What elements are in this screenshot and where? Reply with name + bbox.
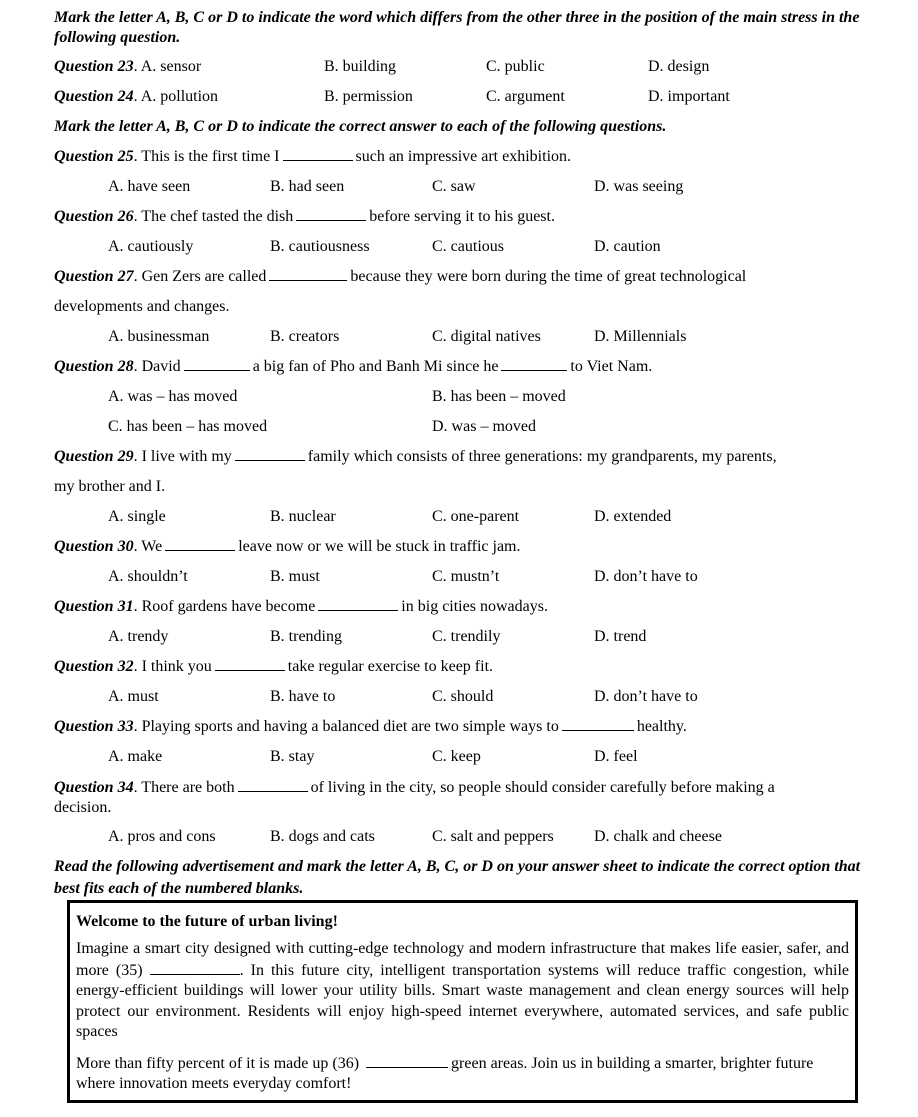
option-a: A. was – has moved	[108, 388, 238, 405]
blank-36	[366, 1053, 448, 1068]
section2-instruction: Mark the letter A, B, C or D to indicate the correct answer to each of the following questions.	[54, 118, 667, 135]
question-24: Question 24. A. pollution B. permission C. argument D. important	[54, 82, 884, 112]
answer-blank	[562, 716, 634, 731]
question-29-continued: my brother and I.	[54, 478, 166, 495]
option-c: C. mustn’t	[432, 568, 500, 585]
options-27	[54, 322, 884, 352]
answer-blank	[296, 206, 366, 221]
option-b: B. must	[270, 568, 320, 585]
question-34: Question 34. There are both of living in the city, so people should consider carefully before making a decision.	[54, 779, 775, 816]
options-33	[54, 742, 884, 772]
answer-blank	[238, 777, 308, 792]
option-d: D. feel	[594, 748, 638, 765]
question-34-continued: decision.	[54, 799, 112, 816]
question-26: Question 26. The chef tasted the dish before serving it to his guest.	[54, 208, 555, 225]
option-c: C. should	[432, 688, 494, 705]
question-number: Question 23	[54, 58, 134, 75]
question-number: Question 24	[54, 88, 134, 105]
answer-blank	[184, 356, 250, 371]
option-b: B. dogs and cats	[270, 828, 375, 845]
option-b: B. cautiousness	[270, 238, 370, 255]
option-b: B. have to	[270, 688, 336, 705]
options-29	[54, 502, 884, 532]
option-c: C. digital natives	[432, 328, 541, 345]
option-c: C. one-parent	[432, 508, 520, 525]
option-d: D. chalk and cheese	[594, 828, 722, 845]
options-26	[54, 232, 884, 262]
question-32: Question 32. I think you take regular exercise to keep fit.	[54, 658, 494, 675]
option-a: A. must	[108, 688, 159, 705]
option-c: C. saw	[432, 178, 476, 195]
option-c: C. argument	[486, 88, 565, 105]
option-b: B. has been – moved	[432, 388, 566, 405]
advertisement-title: Welcome to the future of urban living!	[76, 913, 338, 930]
blank-35	[150, 960, 240, 975]
option-b: B. stay	[270, 748, 315, 765]
option-d: D. design	[648, 58, 710, 75]
option-a: A. trendy	[108, 628, 169, 645]
question-29: Question 29. I live with my family which consists of three generations: my grandparents, my parents,	[54, 448, 777, 465]
options-28-row1	[54, 382, 884, 412]
option-d: D. Millennials	[594, 328, 687, 345]
question-33: Question 33. Playing sports and having a balanced diet are two simple ways to healthy.	[54, 718, 687, 735]
option-b: B. had seen	[270, 178, 345, 195]
option-c: C. salt and peppers	[432, 828, 554, 845]
answer-blank	[501, 356, 567, 371]
answer-blank	[235, 446, 305, 461]
answer-blank	[165, 536, 235, 551]
option-d: D. don’t have to	[594, 688, 698, 705]
option-a: A. pollution	[140, 88, 219, 105]
options-28-row2	[54, 412, 884, 442]
options-32	[54, 682, 884, 712]
options-25	[54, 172, 884, 202]
option-a: A. make	[108, 748, 163, 765]
answer-blank	[283, 146, 353, 161]
question-31: Question 31. Roof gardens have become in big cities nowadays.	[54, 598, 548, 615]
option-a: A. single	[108, 508, 166, 525]
option-d: D. extended	[594, 508, 672, 525]
question-30: Question 30. We leave now or we will be stuck in traffic jam.	[54, 538, 521, 555]
option-a: A. have seen	[108, 178, 191, 195]
answer-blank	[269, 266, 347, 281]
option-d: D. don’t have to	[594, 568, 698, 585]
option-c: C. cautious	[432, 238, 504, 255]
option-a: A. businessman	[108, 328, 210, 345]
option-c: C. trendily	[432, 628, 501, 645]
section3-instruction: Read the following advertisement and mark the letter A, B, C, or D on your answer sheet to indicate the correct option that best fits each of the numbered blanks.	[54, 858, 861, 897]
options-31	[54, 622, 884, 652]
option-b: B. permission	[324, 88, 413, 105]
option-a: A. shouldn’t	[108, 568, 188, 585]
question-23: Question 23. A. sensor B. building C. public D. design	[54, 52, 884, 82]
option-c: C. public	[486, 58, 545, 75]
option-b: B. building	[324, 58, 397, 75]
advertisement-box	[67, 900, 858, 1103]
question-27-continued: developments and changes.	[54, 298, 230, 315]
option-d: D. trend	[594, 628, 647, 645]
option-a: A. sensor	[140, 58, 202, 75]
options-30	[54, 562, 884, 592]
question-25: Question 25. This is the first time I such an impressive art exhibition.	[54, 148, 572, 165]
answer-blank	[318, 596, 398, 611]
section1-instruction: Mark the letter A, B, C or D to indicate the word which differs from the other three in the position of the main stress in the following question.	[54, 9, 860, 46]
worksheet	[54, 8, 884, 900]
question-28: Question 28. David a big fan of Pho and Banh Mi since he to Viet Nam.	[54, 358, 653, 375]
options-34	[54, 822, 884, 852]
option-d: D. important	[648, 88, 730, 105]
option-d: D. caution	[594, 238, 661, 255]
option-a: A. pros and cons	[108, 828, 216, 845]
answer-blank	[215, 656, 285, 671]
option-c: C. has been – has moved	[108, 418, 268, 435]
option-c: C. keep	[432, 748, 481, 765]
option-b: B. trending	[270, 628, 342, 645]
advertisement-paragraph-1: Imagine a smart city designed with cutting-edge technology and modern infrastructure that makes life easier, safer, and more (35) . In this future city, intelligent transportation systems will reduce traffic congestion, while energy-efficient buildings will lower your utility bills. Smart waste management and clean energy sources will help protect our environment. Residents will enjoy high-speed internet everywhere, automated services, and safe public spaces	[76, 940, 850, 1040]
option-d: D. was seeing	[594, 178, 684, 195]
option-a: A. cautiously	[108, 238, 194, 255]
option-b: B. creators	[270, 328, 340, 345]
option-d: D. was – moved	[432, 418, 536, 435]
option-b: B. nuclear	[270, 508, 336, 525]
advertisement-paragraph-2: More than fifty percent of it is made up (36) green areas. Join us in building a smarter, brighter future where innovation meets everyday comfort!	[76, 1054, 814, 1092]
question-27: Question 27. Gen Zers are called because they were born during the time of great technological	[54, 268, 747, 285]
